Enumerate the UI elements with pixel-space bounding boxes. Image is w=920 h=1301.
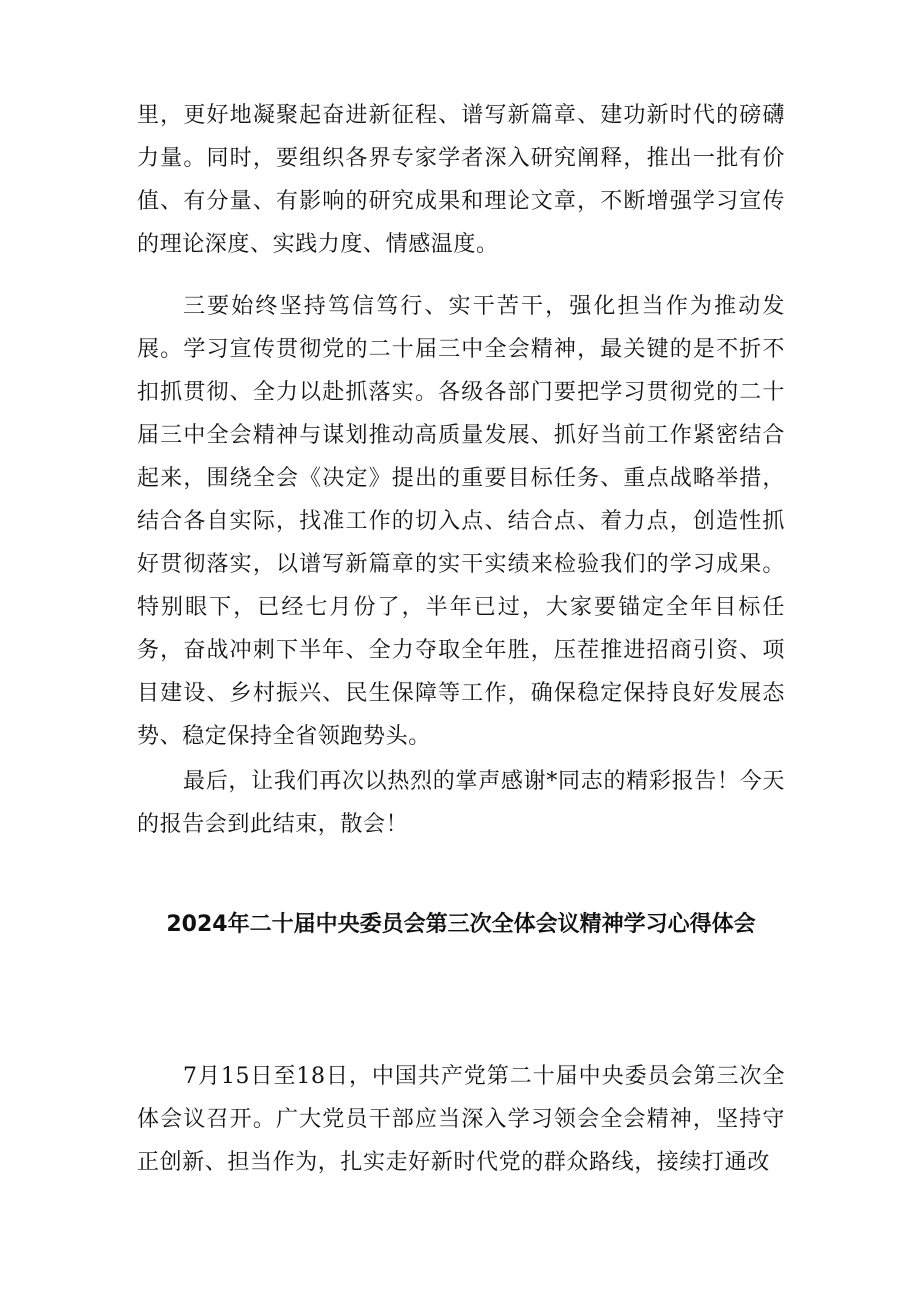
article-title: 2024年二十届中央委员会第三次全体会议精神学习心得体会 [166, 912, 756, 937]
paragraph-point-three: 三要始终坚持笃信笃行、实干苦干，强化担当作为推动发展。学习宣传贯彻党的二十届三中全会精神，最关键的是不折不扣抓贯彻、全力以赴抓落实。各级各部门要把学习贯彻党的二十届三中全会精神与谋划推动高质量发展、抓好当前工作紧密结合起来，围绕全会《决定》提出的重要目标任务、重点战略举措，结合各自实际，找准工作的切入点、结合点、着力点，创造性抓好贯彻落实，以谱写新篇章的实干实绩来检验我们的学习成果。特别眼下，已经七月份了，半年已过，大家要锚定全年目标任务，奋战冲刺下半年、全力夺取全年胜，压茬推进招商引资、项目建设、乡村振兴、民生保障等工作，确保稳定保持良好发展态势、稳定保持全省领跑势头。 [137, 294, 785, 749]
paragraph-closing: 最后，让我们再次以热烈的掌声感谢*同志的精彩报告！今天的报告会到此结束，散会！ [137, 769, 785, 837]
article-paragraph-intro: 7月15日至18日，中国共产党第二十届中央委员会第三次全体会议召开。广大党员干部应当深入学习领会全会精神，坚持守正创新、担当作为，扎实走好新时代党的群众路线，接续打通改 [137, 1064, 785, 1175]
paragraph-continued: 里，更好地凝聚起奋进新征程、谱写新篇章、建功新时代的磅礴力量。同时，要组织各界专家学者深入研究阐释，推出一批有价值、有分量、有影响的研究成果和理论文章，不断增强学习宣传的理论深度、实践力度、情感温度。 [137, 103, 785, 257]
